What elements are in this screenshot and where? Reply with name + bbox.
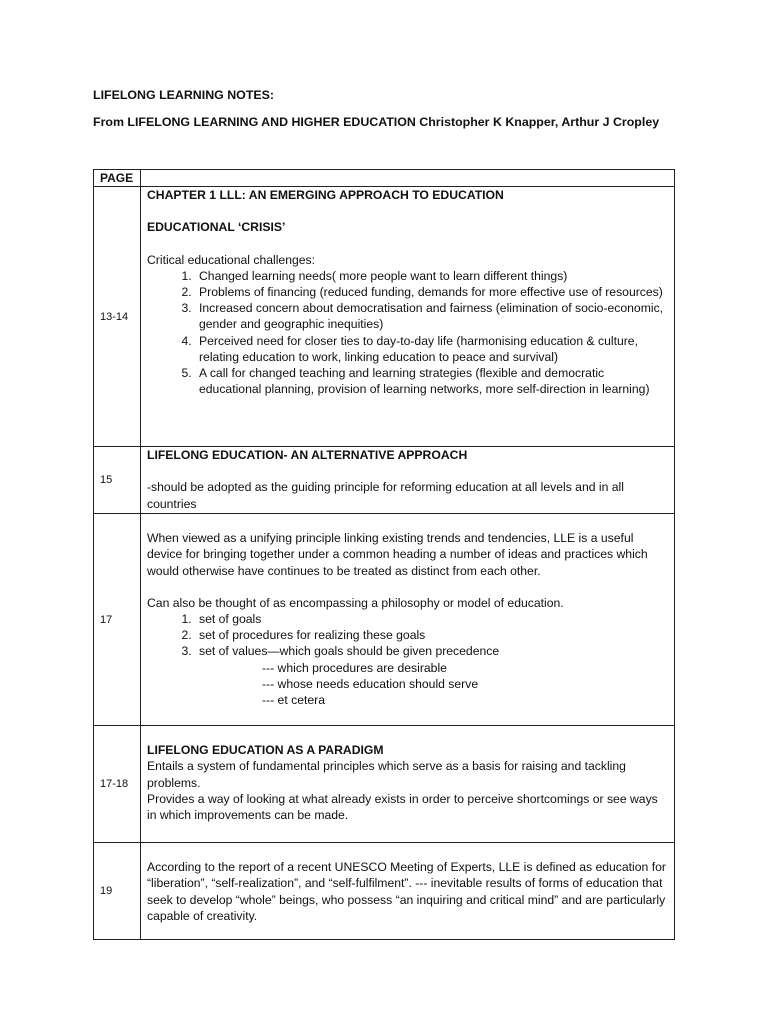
page-cell: 13-14 [94, 187, 141, 447]
content-cell [141, 843, 675, 940]
header-page-cell: PAGE [94, 170, 141, 187]
section-heading: LIFELONG EDUCATION AS A PARADIGM [147, 743, 384, 758]
list-item: 3. set of values—which goals should be given precedence [195, 643, 668, 659]
content-cell [141, 187, 675, 447]
row-text: -should be adopted as the guiding principle for reforming education at all levels and in all countries [147, 480, 624, 511]
table-row [94, 514, 675, 726]
list-item: 2. set of procedures for realizing these goals [195, 627, 668, 643]
model-list [147, 611, 668, 660]
notes-table [93, 169, 675, 940]
paragraph: When viewed as a unifying principle linking existing trends and tendencies, LLE is a useful device for bringing together under a common heading a number of ideas and practices which would otherwise have continues to be treated as distinct from each other. [147, 531, 648, 578]
table-header-row [94, 170, 675, 187]
list-item: 4. Perceived need for closer ties to day-to-day life (harmonising education & culture, relating education to work, linking education to peace and survival) [195, 333, 668, 365]
content-cell [141, 726, 675, 843]
list-item: 1. set of goals [195, 611, 668, 627]
list-item: 5. A call for changed teaching and learning strategies (flexible and democratic educational planning, provision of learning networks, more self-direction in learning) [195, 365, 668, 397]
sub-item: --- which procedures are desirable [262, 660, 447, 675]
list-item: 2. Problems of financing (reduced funding, demands for more effective use of resources) [195, 284, 668, 300]
paragraph: Provides a way of looking at what already exists in order to perceive shortcomings or see ways in which improvements can be made. [147, 791, 658, 823]
page-cell: 17-18 [94, 726, 141, 843]
table-row [94, 187, 675, 447]
sub-item: --- et cetera [262, 693, 325, 708]
table-row [94, 726, 675, 843]
document-subtitle: From LIFELONG LEARNING AND HIGHER EDUCATION Christopher K Knapper, Arthur J Cropley [93, 115, 660, 129]
sub-item: --- whose needs education should serve [262, 676, 479, 691]
challenges-list [147, 268, 668, 398]
section-heading: LIFELONG EDUCATION- AN ALTERNATIVE APPROACH [147, 448, 468, 463]
header-content-cell [141, 170, 675, 187]
paragraph: According to the report of a recent UNESCO Meeting of Experts, LLE is defined as education for “liberation”, “self-realization”, and “self-fulfilment”. --- inevitable results of forms of education that seek to develop “whole” beings, who possess “an inquiring and critical mind” and are particularly capable of creativity. [147, 860, 666, 923]
paragraph: Entails a system of fundamental principles which serve as a basis for raising and tackling problems. [147, 759, 626, 790]
section-heading: EDUCATIONAL ‘CRISIS’ [147, 220, 286, 235]
page-cell: 15 [94, 447, 141, 514]
page-cell: 17 [94, 514, 141, 726]
content-cell [141, 447, 675, 514]
table-row [94, 843, 675, 940]
list-item: 1. Changed learning needs( more people want to learn different things) [195, 268, 668, 284]
list-item: 3. Increased concern about democratisation and fairness (elimination of socio-economic, gender and geographic inequities) [195, 300, 668, 332]
chapter-heading: CHAPTER 1 LLL: AN EMERGING APPROACH TO EDUCATION [147, 188, 504, 203]
content-cell [141, 514, 675, 726]
paragraph: Can also be thought of as encompassing a philosophy or model of education. [147, 595, 564, 610]
table-row [94, 447, 675, 514]
list-intro: Critical educational challenges: [147, 252, 316, 267]
page-cell: 19 [94, 843, 141, 940]
document-title: LIFELONG LEARNING NOTES: [93, 88, 275, 102]
